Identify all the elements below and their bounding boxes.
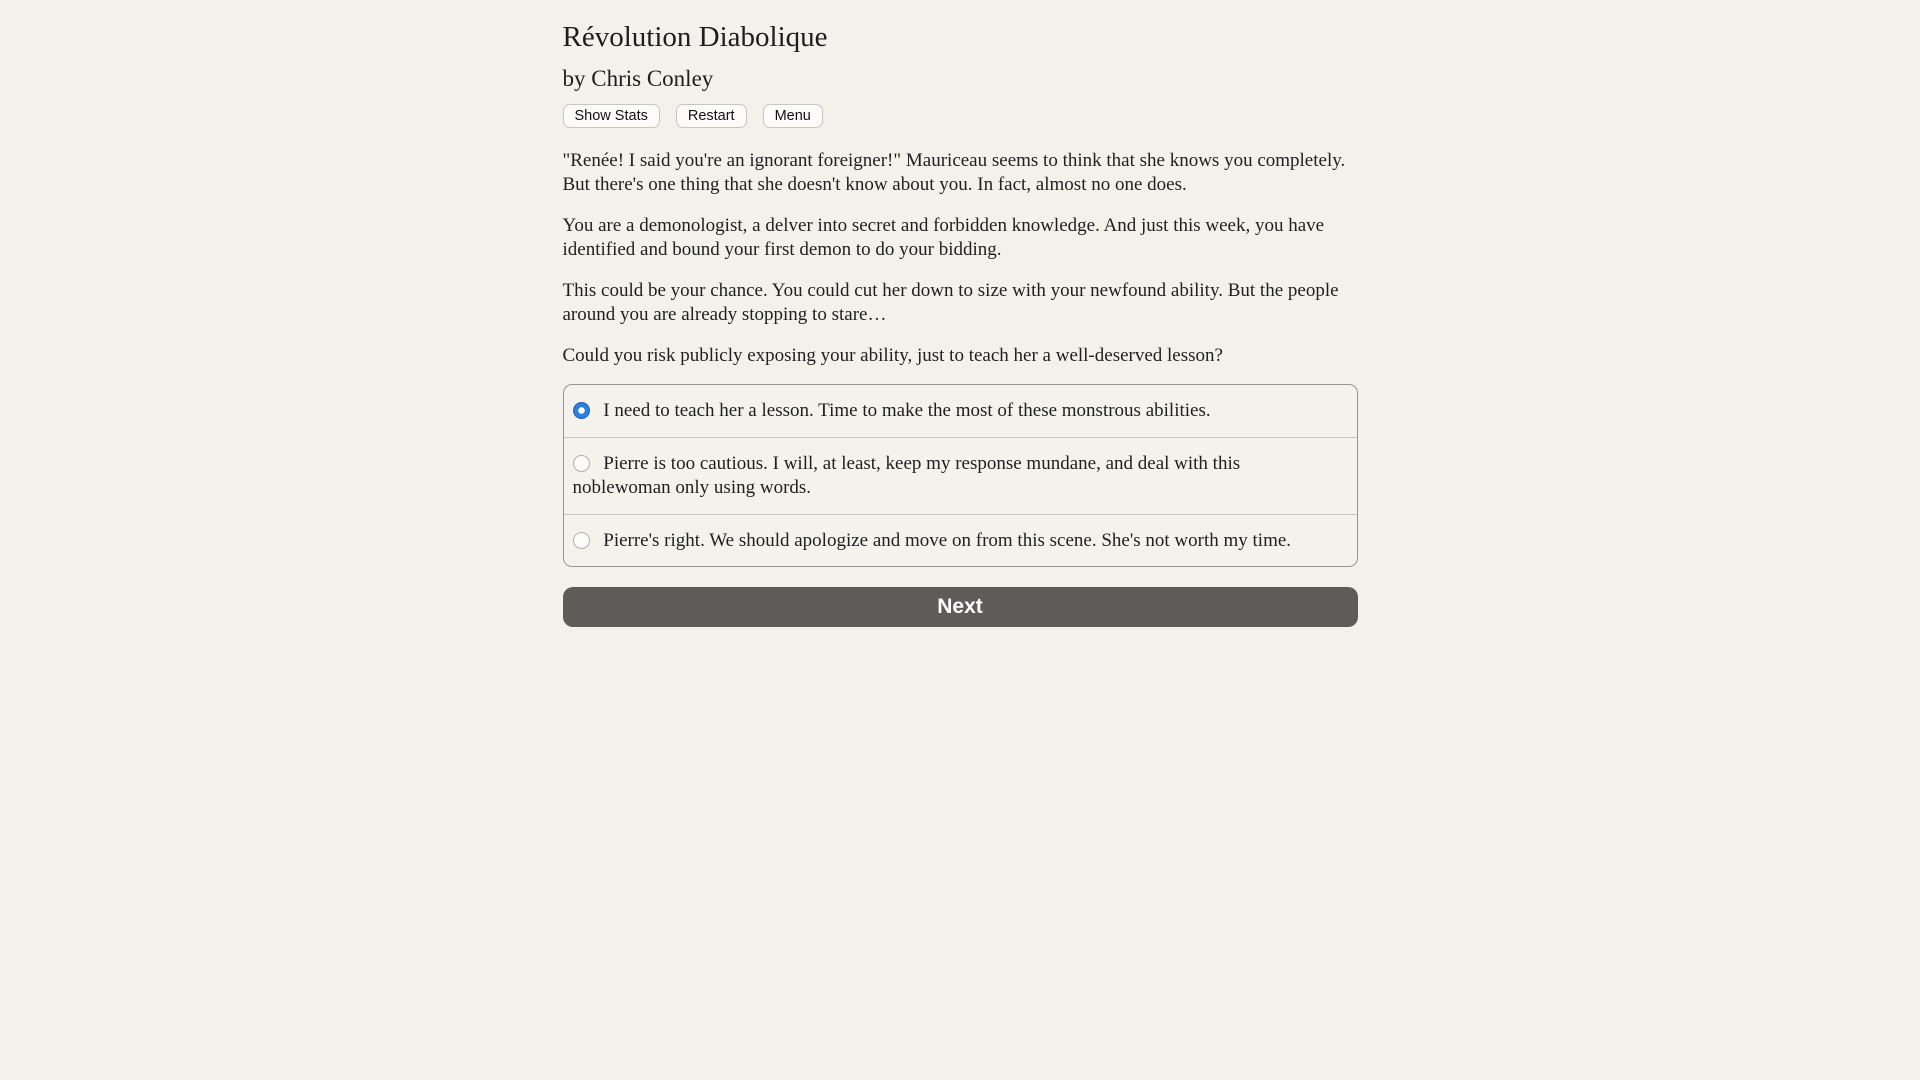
restart-button[interactable]: Restart (676, 104, 747, 128)
choice-label: Pierre's right. We should apologize and move on from this scene. She's not worth my time. (603, 529, 1292, 551)
choice-radio-1[interactable] (573, 402, 590, 419)
page-title: Révolution Diabolique (562, 21, 828, 53)
choice-label: I need to teach her a lesson. Time to make the most of these monstrous abilities. (603, 400, 1211, 422)
story-paragraph: This could be your chance. You could cut her down to size with your newfound ability. But the people around you are already stopping to stare… (562, 279, 1339, 326)
story-paragraph: Could you risk publicly exposing your ability, just to teach her a well-deserved lesson? (562, 344, 1223, 366)
toolbar (563, 104, 1358, 128)
choice-radio-2[interactable] (573, 455, 590, 472)
story-paragraph: You are a demonologist, a delver into secret and forbidden knowledge. And just this week, you have identified and bound your first demon to do your bidding. (562, 214, 1325, 261)
choice-list (563, 384, 1358, 567)
menu-button[interactable]: Menu (763, 104, 823, 128)
next-button[interactable]: Next (563, 587, 1358, 627)
choice-radio-3[interactable] (573, 532, 590, 549)
choice-label: Pierre is too cautious. I will, at least, keep my response mundane, and deal with this noblewoman only using words. (572, 452, 1241, 499)
author-byline: by Chris Conley (562, 66, 714, 92)
game-page (563, 0, 1358, 627)
show-stats-button[interactable]: Show Stats (563, 104, 660, 128)
choice-option-3[interactable] (564, 514, 1357, 567)
story-paragraph: "Renée! I said you're an ignorant foreigner!" Mauriceau seems to think that she knows you completely. But there's one thing that she doesn't know about you. In fact, almost no one does. (562, 149, 1346, 196)
choice-option-2[interactable] (564, 437, 1357, 514)
choice-option-1[interactable] (564, 385, 1357, 437)
story-text (563, 149, 1358, 369)
